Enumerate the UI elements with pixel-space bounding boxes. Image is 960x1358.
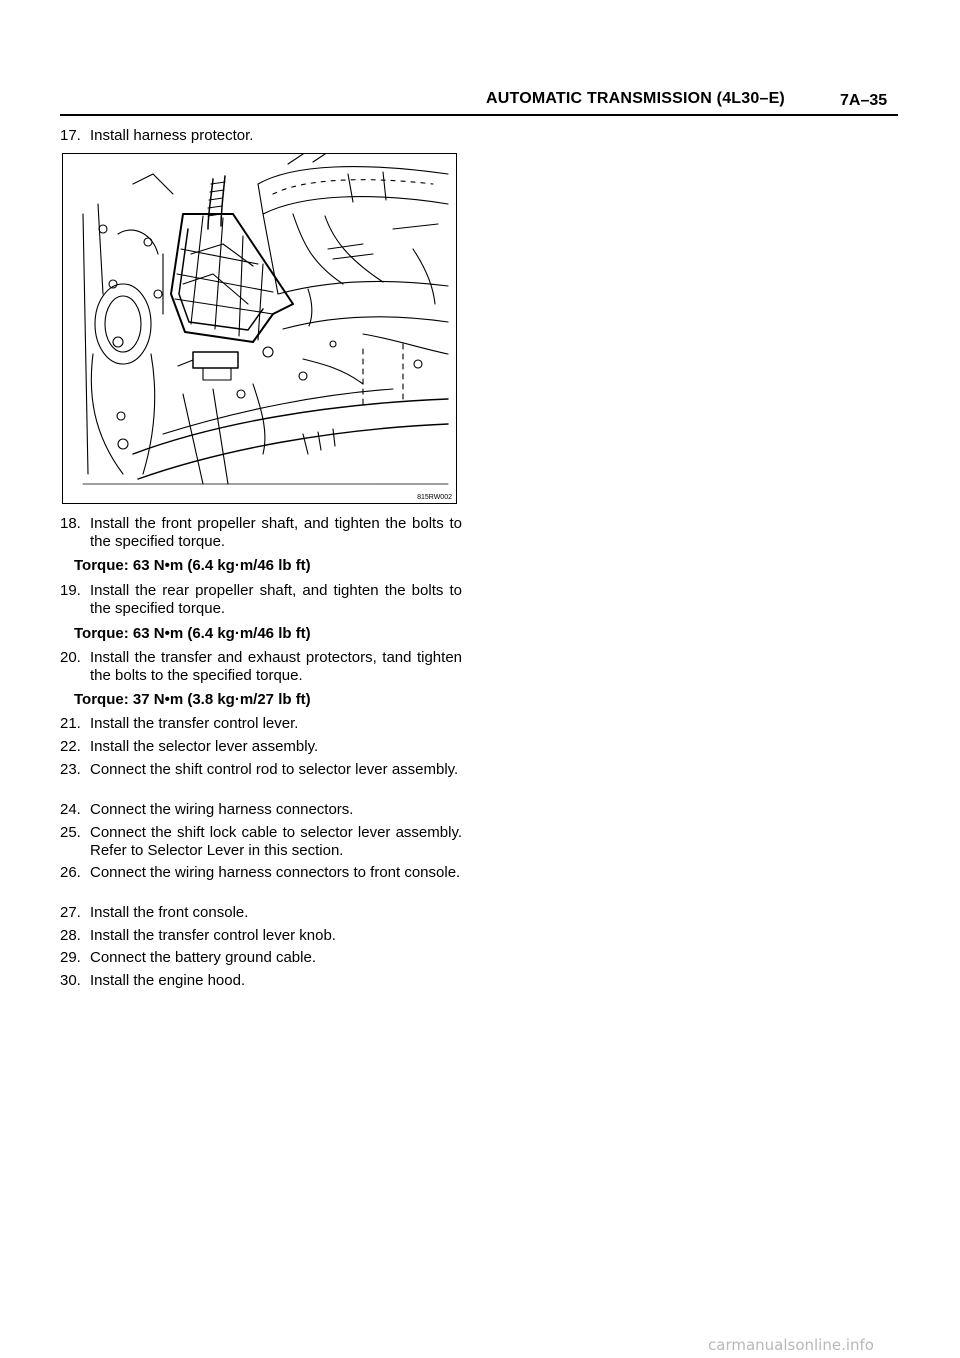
step-text: Connect the wiring harness connectors to front console. (90, 864, 461, 881)
step-text: Install the front propeller shaft, and tighten the bolts to the specified torque. (90, 515, 462, 550)
step-text: Install the transfer and exhaust protectors, tand tighten the bolts to the specified torque. (90, 649, 462, 684)
step-text: Install the selector lever assembly. (90, 738, 319, 755)
step-text: Install the transfer control lever knob. (90, 927, 336, 944)
step-number: 27. (60, 904, 81, 921)
harness-protector-illustration (62, 153, 457, 504)
step-19 (60, 582, 462, 618)
section-title: AUTOMATIC TRANSMISSION (4L30–E) (486, 90, 785, 107)
figure-code: 815RW002 (417, 494, 452, 501)
step-17 (60, 127, 462, 145)
step-number: 21. (60, 715, 81, 732)
step-29 (60, 949, 462, 967)
step-number: 25. (60, 824, 81, 841)
step-number: 22. (60, 738, 81, 755)
step-number: 30. (60, 972, 81, 989)
step-24 (60, 801, 462, 819)
step-text: Connect the wiring harness connectors. (90, 801, 354, 818)
step-number: 18. (60, 515, 81, 532)
step-text: Install the rear propeller shaft, and tighten the bolts to the specified torque. (90, 582, 462, 617)
torque-spec-front-propeller: Torque: 63 N•m (6.4 kg·m/46 lb ft) (74, 557, 311, 574)
step-number: 26. (60, 864, 81, 881)
step-number: 24. (60, 801, 81, 818)
step-28 (60, 927, 462, 945)
step-22 (60, 738, 462, 756)
step-21 (60, 715, 462, 733)
step-text: Install the front console. (90, 904, 249, 921)
torque-spec-rear-propeller: Torque: 63 N•m (6.4 kg·m/46 lb ft) (74, 625, 311, 642)
step-text: Connect the battery ground cable. (90, 949, 316, 966)
step-number: 23. (60, 761, 81, 778)
step-text: Install harness protector. (90, 127, 254, 144)
header-divider (60, 114, 898, 116)
step-25 (60, 824, 462, 860)
step-number: 29. (60, 949, 81, 966)
step-30 (60, 972, 462, 990)
step-number: 17. (60, 127, 81, 144)
step-27 (60, 904, 462, 922)
watermark: carmanualsonline.info (708, 1336, 874, 1354)
engine-bay-drawing (63, 154, 456, 503)
step-26 (60, 864, 462, 882)
step-text: Connect the shift control rod to selector lever assembly. (90, 761, 459, 778)
step-text: Install the transfer control lever. (90, 715, 299, 732)
step-number: 19. (60, 582, 81, 599)
step-text: Connect the shift lock cable to selector lever assembly. Refer to Selector Lever in this section. (90, 824, 462, 859)
step-18 (60, 515, 462, 551)
step-20 (60, 649, 462, 685)
step-number: 20. (60, 649, 81, 666)
torque-spec-protectors: Torque: 37 N•m (3.8 kg·m/27 lb ft) (74, 691, 311, 708)
step-text: Install the engine hood. (90, 972, 246, 989)
page-number: 7A–35 (840, 92, 888, 109)
step-number: 28. (60, 927, 81, 944)
step-23 (60, 761, 462, 779)
